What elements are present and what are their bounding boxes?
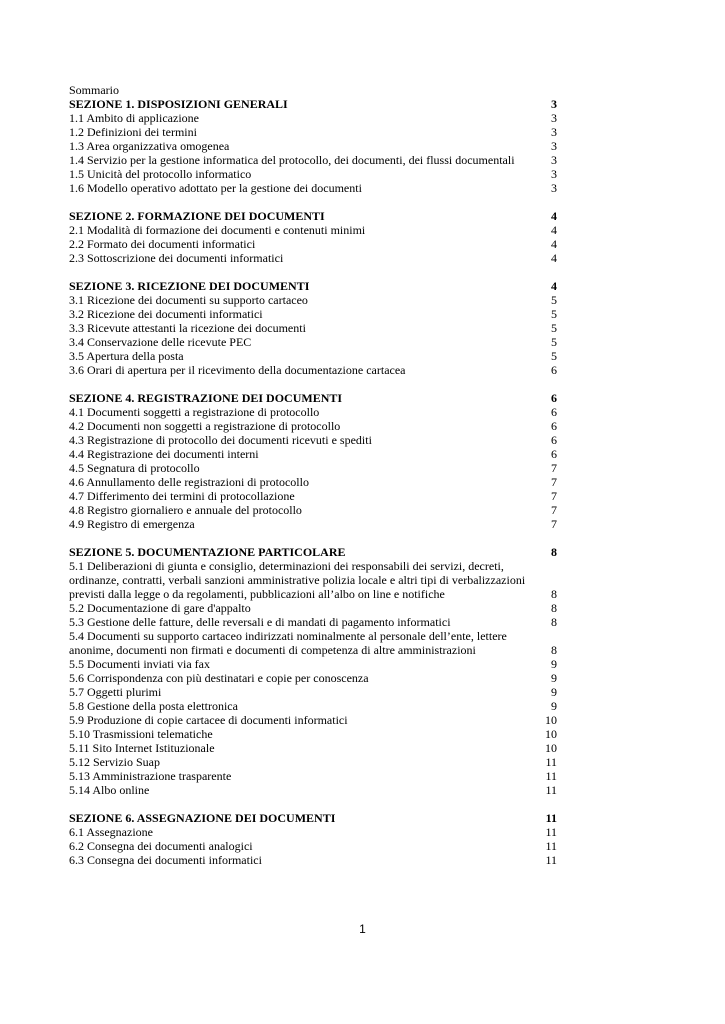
toc-entry-title: 4.1 Documenti soggetti a registrazione di protocollo: [69, 405, 320, 419]
toc-entry[interactable]: [69, 769, 557, 783]
toc-entry-title: 1.2 Definizioni dei termini: [69, 125, 197, 139]
toc-entry-page-number: 5: [551, 293, 557, 307]
toc-list: [69, 97, 557, 867]
toc-entry[interactable]: [69, 559, 557, 601]
toc-entry[interactable]: [69, 503, 557, 517]
section-title: SEZIONE 6. ASSEGNAZIONE DEI DOCUMENTI: [69, 811, 336, 825]
toc-entry[interactable]: [69, 489, 557, 503]
toc-entry-page-number: 3: [551, 139, 557, 153]
toc-entry-title: 6.1 Assegnazione: [69, 825, 153, 839]
toc-entry[interactable]: [69, 405, 557, 419]
toc-entry-title: 5.11 Sito Internet Istituzionale: [69, 741, 215, 755]
toc-entry-title: 2.3 Sottoscrizione dei documenti informatici: [69, 251, 284, 265]
toc-entry-page-number: 10: [545, 713, 557, 727]
toc-entry[interactable]: [69, 629, 557, 657]
toc-entry-title: 4.7 Differimento dei termini di protocollazione: [69, 489, 295, 503]
toc-entry[interactable]: [69, 419, 557, 433]
toc-entry[interactable]: [69, 825, 557, 839]
toc-entry-title: 5.7 Oggetti plurimi: [69, 685, 162, 699]
toc-entry-title: 5.9 Produzione di copie cartacee di documenti informatici: [69, 713, 348, 727]
toc-entry-title: 3.2 Ricezione dei documenti informatici: [69, 307, 263, 321]
toc-entry-title: 1.1 Ambito di applicazione: [69, 111, 199, 125]
toc-entry[interactable]: [69, 517, 557, 531]
toc-entry-page-number: 11: [545, 839, 557, 853]
toc-entry-page-number: 6: [551, 419, 557, 433]
toc-entry-page-number: 8: [551, 587, 557, 601]
section-page-number: 3: [551, 97, 557, 111]
toc-entry-title: 3.1 Ricezione dei documenti su supporto cartaceo: [69, 293, 308, 307]
toc-entry-page-number: 9: [551, 685, 557, 699]
toc-entry[interactable]: [69, 699, 557, 713]
toc-entry-page-number: 3: [551, 167, 557, 181]
toc-section: [69, 391, 557, 531]
toc-entry-title: 5.10 Trasmissioni telematiche: [69, 727, 213, 741]
toc-section: [69, 97, 557, 195]
toc-entry-title: 4.6 Annullamento delle registrazioni di protocollo: [69, 475, 309, 489]
toc-section: [69, 811, 557, 867]
toc-entry-title: 1.5 Unicità del protocollo informatico: [69, 167, 252, 181]
toc-entry-title: 6.2 Consegna dei documenti analogici: [69, 839, 253, 853]
section-spacer: [69, 377, 557, 391]
toc-entry[interactable]: [69, 237, 557, 251]
toc-entry-page-number: 8: [551, 643, 557, 657]
section-title: SEZIONE 4. REGISTRAZIONE DEI DOCUMENTI: [69, 391, 343, 405]
section-spacer: [69, 195, 557, 209]
toc-entry-page-number: 7: [551, 517, 557, 531]
toc-entry-page-number: 7: [551, 489, 557, 503]
toc-entry-title: 6.3 Consegna dei documenti informatici: [69, 853, 262, 867]
toc-entry-page-number: 7: [551, 461, 557, 475]
toc-entry-title: 5.8 Gestione della posta elettronica: [69, 699, 238, 713]
toc-entry[interactable]: [69, 111, 557, 125]
toc-entry[interactable]: [69, 839, 557, 853]
toc-entry-title: 2.2 Formato dei documenti informatici: [69, 237, 256, 251]
toc-entry-title: 3.5 Apertura della posta: [69, 349, 184, 363]
toc-entry[interactable]: [69, 125, 557, 139]
page-number: 1: [359, 922, 366, 936]
toc-entry-title: 4.9 Registro di emergenza: [69, 517, 195, 531]
toc-entry-title: 5.12 Servizio Suap: [69, 755, 160, 769]
toc-entry[interactable]: [69, 293, 557, 307]
toc-entry-title: 5.4 Documenti su supporto cartaceo indirizzati nominalmente al personale dell’ente, lettere anonime, documenti non firmati e documenti di competenza di altre amministrazioni: [69, 629, 507, 657]
toc-entry-title: 5.1 Deliberazioni di giunta e consiglio, determinazioni dei responsabili dei servizi, decreti, ordinanze, contratti, verbali sanzioni amministrative polizia locale e altri tipi di verbalizzazioni previsti dalla legge o da regolamenti, pubblicazioni all’albo on line e notifiche: [69, 559, 526, 601]
toc-entry-page-number: 8: [551, 601, 557, 615]
toc-entry-title: 1.6 Modello operativo adottato per la gestione dei documenti: [69, 181, 362, 195]
toc-entry-page-number: 4: [551, 237, 557, 251]
toc-entry-title: 2.1 Modalità di formazione dei documenti e contenuti minimi: [69, 223, 366, 237]
toc-entry[interactable]: [69, 349, 557, 363]
section-heading[interactable]: [69, 391, 557, 405]
section-page-number: 4: [551, 209, 557, 223]
toc-entry[interactable]: [69, 251, 557, 265]
toc-entry[interactable]: [69, 181, 557, 195]
toc-entry[interactable]: [69, 461, 557, 475]
toc-entry-title: 3.3 Ricevute attestanti la ricezione dei documenti: [69, 321, 306, 335]
toc-entry-page-number: 3: [551, 125, 557, 139]
toc-entry[interactable]: [69, 447, 557, 461]
toc-entry[interactable]: [69, 139, 557, 153]
toc-entry-page-number: 9: [551, 671, 557, 685]
toc-section: [69, 279, 557, 377]
toc-entry[interactable]: [69, 167, 557, 181]
toc-entry-page-number: 9: [551, 657, 557, 671]
toc-entry[interactable]: [69, 153, 557, 167]
toc-entry-title: 1.4 Servizio per la gestione informatica del protocollo, dei documenti, dei flussi documentali: [69, 153, 515, 167]
section-title: SEZIONE 1. DISPOSIZIONI GENERALI: [69, 97, 288, 111]
section-heading[interactable]: [69, 279, 557, 293]
section-heading[interactable]: [69, 545, 557, 559]
toc-entry-title: 4.4 Registrazione dei documenti interni: [69, 447, 259, 461]
toc-entry-title: 5.2 Documentazione di gare d'appalto: [69, 601, 251, 615]
toc-entry-title: 5.14 Albo online: [69, 783, 150, 797]
table-of-contents: [69, 83, 557, 867]
toc-entry[interactable]: [69, 223, 557, 237]
toc-entry[interactable]: [69, 363, 557, 377]
section-spacer: [69, 797, 557, 811]
section-page-number: 11: [545, 811, 557, 825]
section-page-number: 4: [551, 279, 557, 293]
section-title: SEZIONE 3. RICEZIONE DEI DOCUMENTI: [69, 279, 310, 293]
toc-entry-title: 1.3 Area organizzativa omogenea: [69, 139, 230, 153]
toc-entry-page-number: 8: [551, 615, 557, 629]
toc-entry[interactable]: [69, 713, 557, 727]
toc-entry-page-number: 3: [551, 153, 557, 167]
toc-entry[interactable]: [69, 853, 557, 867]
toc-entry-page-number: 5: [551, 349, 557, 363]
toc-entry-title: 5.5 Documenti inviati via fax: [69, 657, 210, 671]
toc-entry-title: 5.3 Gestione delle fatture, delle reversali e di mandati di pagamento informatici: [69, 615, 451, 629]
toc-entry-page-number: 10: [545, 727, 557, 741]
toc-entry-page-number: 5: [551, 321, 557, 335]
toc-entry-title: 3.6 Orari di apertura per il ricevimento della documentazione cartacea: [69, 363, 406, 377]
toc-entry[interactable]: [69, 601, 557, 615]
toc-entry-page-number: 11: [545, 755, 557, 769]
toc-entry[interactable]: [69, 433, 557, 447]
toc-entry[interactable]: [69, 685, 557, 699]
toc-entry-title: 4.3 Registrazione di protocollo dei documenti ricevuti e spediti: [69, 433, 372, 447]
toc-entry-page-number: 4: [551, 251, 557, 265]
toc-entry-page-number: 11: [545, 825, 557, 839]
toc-entry-page-number: 11: [545, 769, 557, 783]
toc-entry-page-number: 6: [551, 405, 557, 419]
section-heading[interactable]: [69, 97, 557, 111]
toc-entry[interactable]: [69, 475, 557, 489]
toc-entry[interactable]: [69, 335, 557, 349]
toc-entry-title: 5.6 Corrispondenza con più destinatari e copie per conoscenza: [69, 671, 369, 685]
toc-entry-title: 4.5 Segnatura di protocollo: [69, 461, 200, 475]
toc-entry-page-number: 11: [545, 783, 557, 797]
section-title: SEZIONE 2. FORMAZIONE DEI DOCUMENTI: [69, 209, 325, 223]
toc-entry-page-number: 7: [551, 503, 557, 517]
toc-entry-page-number: 5: [551, 335, 557, 349]
toc-entry-title: 4.2 Documenti non soggetti a registrazione di protocollo: [69, 419, 341, 433]
toc-entry-title: 5.13 Amministrazione trasparente: [69, 769, 232, 783]
toc-entry[interactable]: [69, 727, 557, 741]
toc-entry[interactable]: [69, 657, 557, 671]
section-page-number: 6: [551, 391, 557, 405]
section-spacer: [69, 531, 557, 545]
toc-entry[interactable]: [69, 741, 557, 755]
section-spacer: [69, 265, 557, 279]
toc-entry-page-number: 10: [545, 741, 557, 755]
toc-entry-page-number: 9: [551, 699, 557, 713]
toc-entry-page-number: 3: [551, 111, 557, 125]
toc-entry-title: 3.4 Conservazione delle ricevute PEC: [69, 335, 252, 349]
toc-entry-page-number: 6: [551, 363, 557, 377]
toc-entry[interactable]: [69, 615, 557, 629]
toc-entry-page-number: 5: [551, 307, 557, 321]
toc-section: [69, 209, 557, 265]
toc-entry[interactable]: [69, 755, 557, 769]
toc-entry-page-number: 4: [551, 223, 557, 237]
toc-entry[interactable]: [69, 321, 557, 335]
toc-entry-page-number: 7: [551, 475, 557, 489]
toc-entry[interactable]: [69, 671, 557, 685]
toc-section: [69, 545, 557, 797]
section-heading[interactable]: [69, 811, 557, 825]
toc-entry-page-number: 3: [551, 181, 557, 195]
toc-entry[interactable]: [69, 783, 557, 797]
toc-entry[interactable]: [69, 307, 557, 321]
toc-entry-page-number: 6: [551, 433, 557, 447]
toc-entry-page-number: 11: [545, 853, 557, 867]
toc-entry-title: 4.8 Registro giornaliero e annuale del protocollo: [69, 503, 302, 517]
toc-entry-page-number: 6: [551, 447, 557, 461]
section-page-number: 8: [551, 545, 557, 559]
section-title: SEZIONE 5. DOCUMENTAZIONE PARTICOLARE: [69, 545, 346, 559]
toc-heading: Sommario: [69, 83, 119, 97]
section-heading[interactable]: [69, 209, 557, 223]
